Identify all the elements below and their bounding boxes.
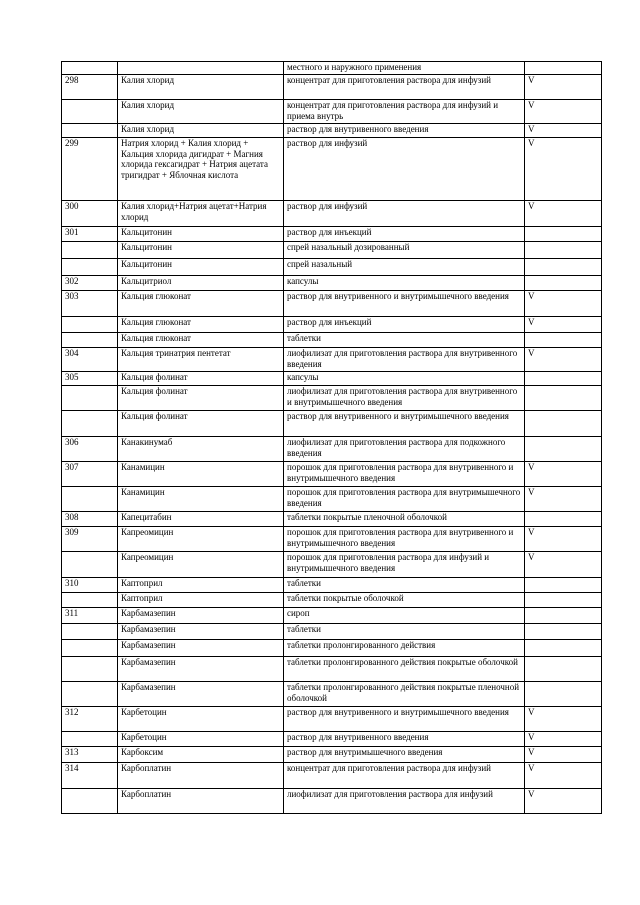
- vital-mark-cell: [525, 372, 602, 386]
- vital-mark-cell: V: [525, 789, 602, 814]
- row-number-cell: [62, 624, 118, 640]
- table-row: [62, 138, 602, 201]
- row-number-cell: 303: [62, 291, 118, 317]
- row-number-cell: 309: [62, 527, 118, 552]
- vital-mark-cell: V: [525, 291, 602, 317]
- row-number-cell: [62, 657, 118, 682]
- vital-mark-cell: [525, 608, 602, 624]
- row-number-cell: 299: [62, 138, 118, 201]
- dosage-form-cell: лиофилизат для приготовления раствора для внутривенного и внутримышечного введения: [284, 386, 525, 411]
- table-row: [62, 259, 602, 276]
- drug-name-cell: Канамицин: [118, 487, 284, 512]
- row-number-cell: [62, 386, 118, 411]
- vital-mark-cell: V: [525, 201, 602, 227]
- vital-mark-cell: V: [525, 462, 602, 487]
- vital-mark-cell: [525, 62, 602, 75]
- table-row: [62, 763, 602, 789]
- table-row: [62, 276, 602, 291]
- vital-mark-cell: [525, 640, 602, 657]
- vital-mark-cell: V: [525, 124, 602, 138]
- dosage-form-cell: раствор для внутривенного введения: [284, 124, 525, 138]
- row-number-cell: 298: [62, 75, 118, 100]
- dosage-form-cell: лиофилизат для приготовления раствора для подкожного введения: [284, 437, 525, 462]
- row-number-cell: [62, 259, 118, 276]
- table-row: [62, 124, 602, 138]
- vital-mark-cell: [525, 386, 602, 411]
- dosage-form-cell: порошок для приготовления раствора для инфузий и внутримышечного введения: [284, 552, 525, 578]
- dosage-form-cell: порошок для приготовления раствора для внутривенного и внутримышечного введения: [284, 462, 525, 487]
- row-number-cell: [62, 640, 118, 657]
- table-row: [62, 227, 602, 242]
- dosage-form-cell: местного и наружного применения: [284, 62, 525, 75]
- drug-name-cell: Калия хлорид: [118, 100, 284, 124]
- table-row: [62, 578, 602, 593]
- dosage-form-cell: раствор для инфузий: [284, 201, 525, 227]
- table-row: [62, 386, 602, 411]
- drug-name-cell: Карбетоцин: [118, 707, 284, 732]
- dosage-form-cell: раствор для внутримышечного введения: [284, 747, 525, 763]
- table-row: [62, 640, 602, 657]
- drug-name-cell: Каптоприл: [118, 593, 284, 608]
- table-row: [62, 747, 602, 763]
- dosage-form-cell: порошок для приготовления раствора для внутримышечного введения: [284, 487, 525, 512]
- drug-name-cell: Канамицин: [118, 462, 284, 487]
- drug-name-cell: Натрия хлорид + Калия хлорид + Кальция хлорида дигидрат + Магния хлорида гексагидрат + Натрия ацетата тригидрат + Яблочная кислота: [118, 138, 284, 201]
- vital-mark-cell: [525, 259, 602, 276]
- dosage-form-cell: спрей назальный: [284, 259, 525, 276]
- dosage-form-cell: спрей назальный дозированный: [284, 242, 525, 259]
- dosage-form-cell: таблетки: [284, 624, 525, 640]
- row-number-cell: 304: [62, 348, 118, 372]
- table-row: [62, 512, 602, 527]
- dosage-form-cell: лиофилизат для приготовления раствора для внутривенного введения: [284, 348, 525, 372]
- vital-mark-cell: V: [525, 732, 602, 747]
- table-row: [62, 242, 602, 259]
- table-row: [62, 552, 602, 578]
- drug-name-cell: Каптоприл: [118, 578, 284, 593]
- drug-name-cell: Карбетоцин: [118, 732, 284, 747]
- drug-name-cell: Калия хлорид+Натрия ацетат+Натрия хлорид: [118, 201, 284, 227]
- row-number-cell: [62, 593, 118, 608]
- dosage-form-cell: таблетки пролонгированного действия: [284, 640, 525, 657]
- row-number-cell: [62, 789, 118, 814]
- row-number-cell: 311: [62, 608, 118, 624]
- drug-list-body: [62, 62, 602, 814]
- vital-mark-cell: [525, 242, 602, 259]
- row-number-cell: [62, 682, 118, 707]
- dosage-form-cell: раствор для инъекций: [284, 227, 525, 242]
- vital-mark-cell: [525, 593, 602, 608]
- table-row: [62, 487, 602, 512]
- row-number-cell: [62, 242, 118, 259]
- vital-mark-cell: V: [525, 527, 602, 552]
- row-number-cell: 312: [62, 707, 118, 732]
- vital-mark-cell: V: [525, 100, 602, 124]
- table-row: [62, 333, 602, 348]
- row-number-cell: 314: [62, 763, 118, 789]
- drug-name-cell: Капреомицин: [118, 527, 284, 552]
- drug-name-cell: Карбоксим: [118, 747, 284, 763]
- row-number-cell: 313: [62, 747, 118, 763]
- row-number-cell: 302: [62, 276, 118, 291]
- dosage-form-cell: раствор для внутривенного введения: [284, 732, 525, 747]
- vital-mark-cell: V: [525, 317, 602, 333]
- vital-mark-cell: [525, 512, 602, 527]
- drug-name-cell: Кальция фолинат: [118, 372, 284, 386]
- drug-name-cell: Кальцитонин: [118, 259, 284, 276]
- drug-name-cell: Карбамазепин: [118, 657, 284, 682]
- vital-mark-cell: [525, 411, 602, 437]
- dosage-form-cell: сироп: [284, 608, 525, 624]
- vital-mark-cell: [525, 624, 602, 640]
- row-number-cell: [62, 317, 118, 333]
- dosage-form-cell: лиофилизат для приготовления раствора для инфузий: [284, 789, 525, 814]
- dosage-form-cell: порошок для приготовления раствора для внутривенного и внутримышечного введения: [284, 527, 525, 552]
- dosage-form-cell: раствор для внутривенного и внутримышечного введения: [284, 291, 525, 317]
- table-row: [62, 291, 602, 317]
- table-row: [62, 608, 602, 624]
- table-row: [62, 462, 602, 487]
- drug-name-cell: Кальция глюконат: [118, 317, 284, 333]
- dosage-form-cell: концентрат для приготовления раствора для инфузий: [284, 763, 525, 789]
- drug-name-cell: Кальцитриол: [118, 276, 284, 291]
- drug-name-cell: [118, 62, 284, 75]
- vital-mark-cell: V: [525, 552, 602, 578]
- vital-mark-cell: [525, 227, 602, 242]
- drug-name-cell: Кальция глюконат: [118, 291, 284, 317]
- dosage-form-cell: капсулы: [284, 372, 525, 386]
- vital-mark-cell: [525, 657, 602, 682]
- table-row: [62, 62, 602, 75]
- drug-name-cell: Карбоплатин: [118, 789, 284, 814]
- table-row: [62, 437, 602, 462]
- table-row: [62, 624, 602, 640]
- dosage-form-cell: капсулы: [284, 276, 525, 291]
- row-number-cell: 306: [62, 437, 118, 462]
- table-row: [62, 593, 602, 608]
- row-number-cell: [62, 333, 118, 348]
- table-row: [62, 201, 602, 227]
- drug-name-cell: Кальция глюконат: [118, 333, 284, 348]
- dosage-form-cell: раствор для внутривенного и внутримышечного введения: [284, 707, 525, 732]
- vital-mark-cell: V: [525, 747, 602, 763]
- row-number-cell: [62, 552, 118, 578]
- row-number-cell: 300: [62, 201, 118, 227]
- row-number-cell: [62, 487, 118, 512]
- drug-name-cell: Кальция фолинат: [118, 411, 284, 437]
- table-row: [62, 657, 602, 682]
- vital-mark-cell: V: [525, 75, 602, 100]
- table-row: [62, 527, 602, 552]
- table-row: [62, 732, 602, 747]
- vital-mark-cell: [525, 333, 602, 348]
- drug-name-cell: Кальция тринатрия пентетат: [118, 348, 284, 372]
- row-number-cell: 310: [62, 578, 118, 593]
- table-row: [62, 707, 602, 732]
- dosage-form-cell: раствор для внутривенного и внутримышечного введения: [284, 411, 525, 437]
- row-number-cell: 308: [62, 512, 118, 527]
- vital-mark-cell: V: [525, 763, 602, 789]
- dosage-form-cell: концентрат для приготовления раствора для инфузий и приема внутрь: [284, 100, 525, 124]
- table-row: [62, 348, 602, 372]
- drug-name-cell: Карбамазепин: [118, 682, 284, 707]
- drug-name-cell: Карбамазепин: [118, 608, 284, 624]
- row-number-cell: 305: [62, 372, 118, 386]
- table-row: [62, 411, 602, 437]
- row-number-cell: [62, 732, 118, 747]
- drug-name-cell: Кальцитонин: [118, 242, 284, 259]
- drug-name-cell: Капецитабин: [118, 512, 284, 527]
- drug-name-cell: Кальция фолинат: [118, 386, 284, 411]
- row-number-cell: [62, 411, 118, 437]
- drug-list-table: [61, 61, 602, 814]
- drug-name-cell: Карбоплатин: [118, 763, 284, 789]
- dosage-form-cell: таблетки покрытые пленочной оболочкой: [284, 512, 525, 527]
- dosage-form-cell: концентрат для приготовления раствора для инфузий: [284, 75, 525, 100]
- drug-name-cell: Калия хлорид: [118, 75, 284, 100]
- dosage-form-cell: таблетки пролонгированного действия покрытые оболочкой: [284, 657, 525, 682]
- table-row: [62, 317, 602, 333]
- row-number-cell: [62, 62, 118, 75]
- vital-mark-cell: [525, 276, 602, 291]
- table-row: [62, 372, 602, 386]
- drug-name-cell: Капреомицин: [118, 552, 284, 578]
- drug-name-cell: Карбамазепин: [118, 624, 284, 640]
- vital-mark-cell: V: [525, 487, 602, 512]
- dosage-form-cell: таблетки: [284, 578, 525, 593]
- row-number-cell: [62, 100, 118, 124]
- drug-name-cell: Калия хлорид: [118, 124, 284, 138]
- dosage-form-cell: таблетки пролонгированного действия покрытые пленочной оболочкой: [284, 682, 525, 707]
- dosage-form-cell: таблетки покрытые оболочкой: [284, 593, 525, 608]
- vital-mark-cell: V: [525, 138, 602, 201]
- table-row: [62, 682, 602, 707]
- table-row: [62, 100, 602, 124]
- vital-mark-cell: V: [525, 348, 602, 372]
- drug-name-cell: Канакинумаб: [118, 437, 284, 462]
- table-row: [62, 789, 602, 814]
- row-number-cell: 307: [62, 462, 118, 487]
- drug-name-cell: Карбамазепин: [118, 640, 284, 657]
- row-number-cell: 301: [62, 227, 118, 242]
- dosage-form-cell: раствор для инъекций: [284, 317, 525, 333]
- vital-mark-cell: [525, 578, 602, 593]
- vital-mark-cell: [525, 437, 602, 462]
- vital-mark-cell: [525, 682, 602, 707]
- dosage-form-cell: раствор для инфузий: [284, 138, 525, 201]
- dosage-form-cell: таблетки: [284, 333, 525, 348]
- vital-mark-cell: V: [525, 707, 602, 732]
- table-row: [62, 75, 602, 100]
- drug-name-cell: Кальцитонин: [118, 227, 284, 242]
- row-number-cell: [62, 124, 118, 138]
